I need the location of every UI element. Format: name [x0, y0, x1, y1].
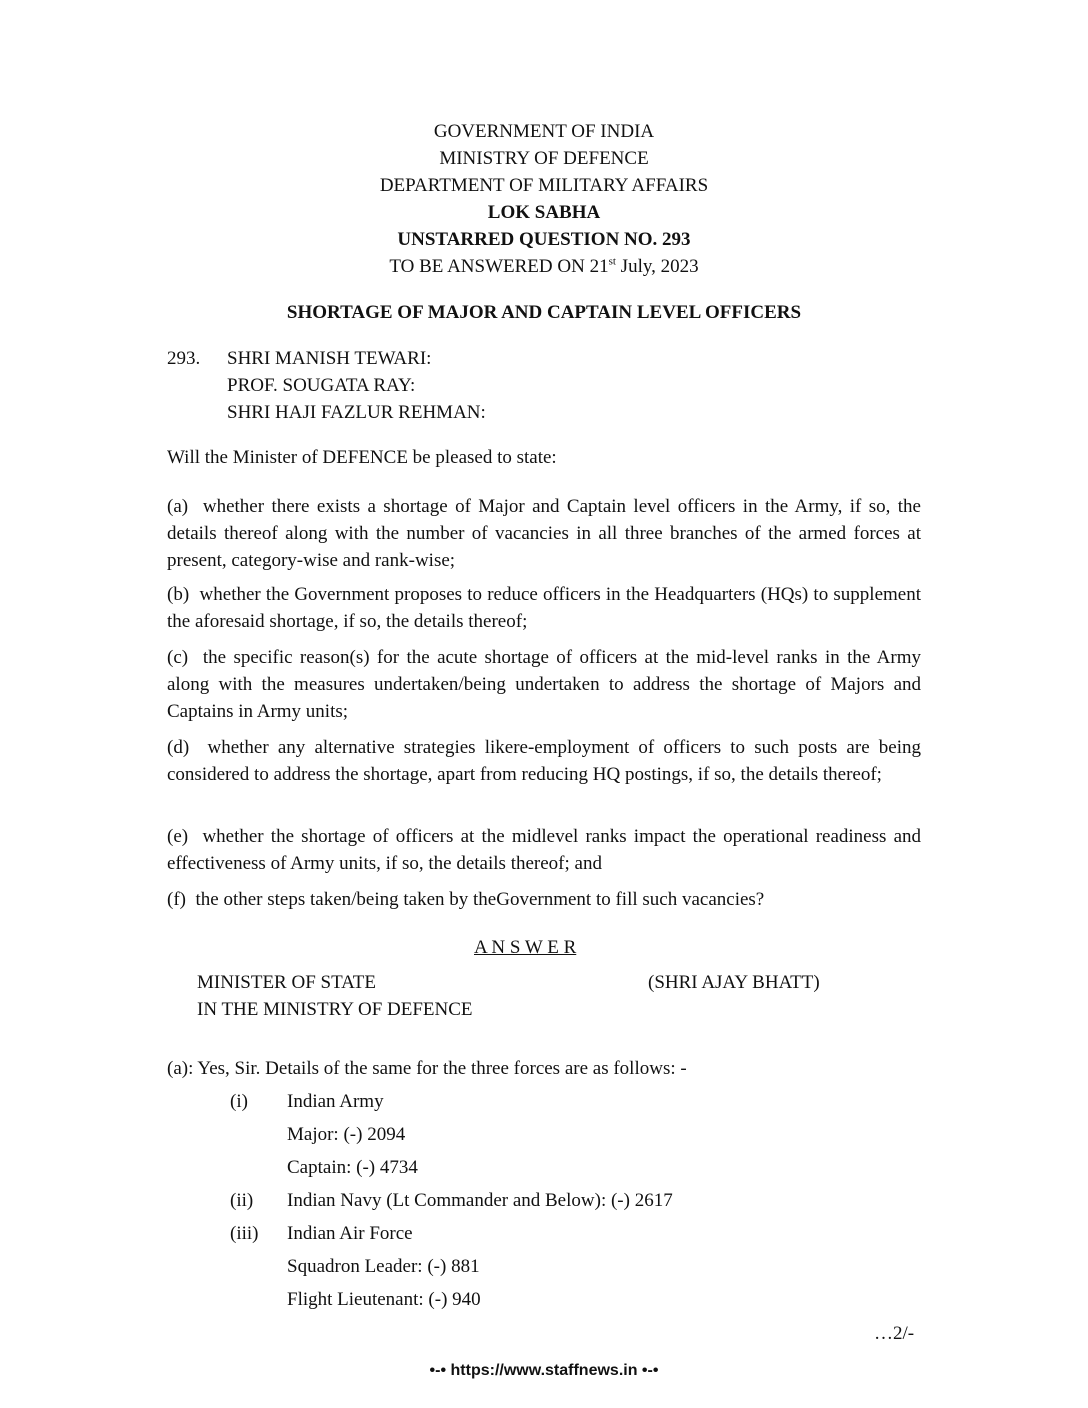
item-numeral: (iii) — [230, 1223, 259, 1244]
question-part-b: (b) whether the Government proposes to reduce officers in the Headquarters (HQs) to supplement the aforesaid shortage, if so, the details thereof; — [167, 584, 921, 632]
item-detail: Squadron Leader: (-) 881 — [287, 1256, 480, 1277]
question-part-a: (a) whether there exists a shortage of Major and Captain level officers in the Army, if so, the details thereof along with the number of vacancies in all three branches of the armed forces at present, category-wise and rank-wise; — [167, 496, 921, 571]
question-intro: Will the Minister of DEFENCE be pleased to state: — [167, 447, 557, 468]
header-house: LOK SABHA — [487, 202, 601, 223]
member-name: SHRI HAJI FAZLUR REHMAN: — [227, 402, 486, 423]
question-subject: SHORTAGE OF MAJOR AND CAPTAIN LEVEL OFFICERS — [286, 302, 802, 323]
question-part-e: (e) whether the shortage of officers at the midlevel ranks impact the operational readiness and effectiveness of Army units, if so, the details thereof; and — [167, 826, 921, 874]
header-answer-date: TO BE ANSWERED ON 21st July, 2023 — [389, 255, 699, 277]
page-continuation: …2/- — [874, 1323, 915, 1344]
question-part-d: (d) whether any alternative strategies likere-employment of officers to such posts are being considered to address the shortage, apart from reducing HQ postings, if so, the details thereof; — [167, 737, 922, 785]
item-title: Indian Air Force — [287, 1223, 413, 1244]
member-name: SHRI MANISH TEWARI: — [227, 348, 432, 369]
item-detail: Major: (-) 2094 — [287, 1124, 406, 1145]
member-name: PROF. SOUGATA RAY: — [227, 375, 416, 396]
header-line-department: DEPARTMENT OF MILITARY AFFAIRS — [379, 175, 709, 196]
member-list — [227, 345, 486, 426]
item-detail: Flight Lieutenant: (-) 940 — [287, 1289, 481, 1310]
item-title: Indian Navy (Lt Commander and Below): (-) 2617 — [287, 1190, 673, 1211]
answer-heading: A N S W E R — [474, 937, 577, 958]
minister-name: (SHRI AJAY BHATT) — [648, 972, 820, 993]
question-number: 293. — [167, 348, 201, 369]
answer-part-a-intro: (a): Yes, Sir. Details of the same for the three forces are as follows: - — [167, 1058, 687, 1079]
header-line-ministry: MINISTRY OF DEFENCE — [439, 148, 649, 169]
question-part-c: (c) the specific reason(s) for the acute shortage of officers at the mid-level ranks in the Army along with the measures undertaken/being undertaken to address the shortage of Majors and Captains in Army units; — [167, 647, 921, 722]
header-line-government: GOVERNMENT OF INDIA — [433, 121, 655, 142]
item-title: Indian Army — [287, 1091, 384, 1112]
item-numeral: (i) — [230, 1091, 248, 1112]
item-numeral: (ii) — [230, 1190, 254, 1211]
header-question-number: UNSTARRED QUESTION NO. 293 — [397, 229, 691, 250]
minister-title: MINISTER OF STATE IN THE MINISTRY OF DEFENCE — [197, 972, 473, 1020]
footer-website[interactable]: •-• https://www.staffnews.in •-• — [429, 1362, 659, 1379]
question-part-f: (f) the other steps taken/being taken by theGovernment to fill such vacancies? — [167, 889, 765, 910]
item-detail: Captain: (-) 4734 — [287, 1157, 418, 1178]
